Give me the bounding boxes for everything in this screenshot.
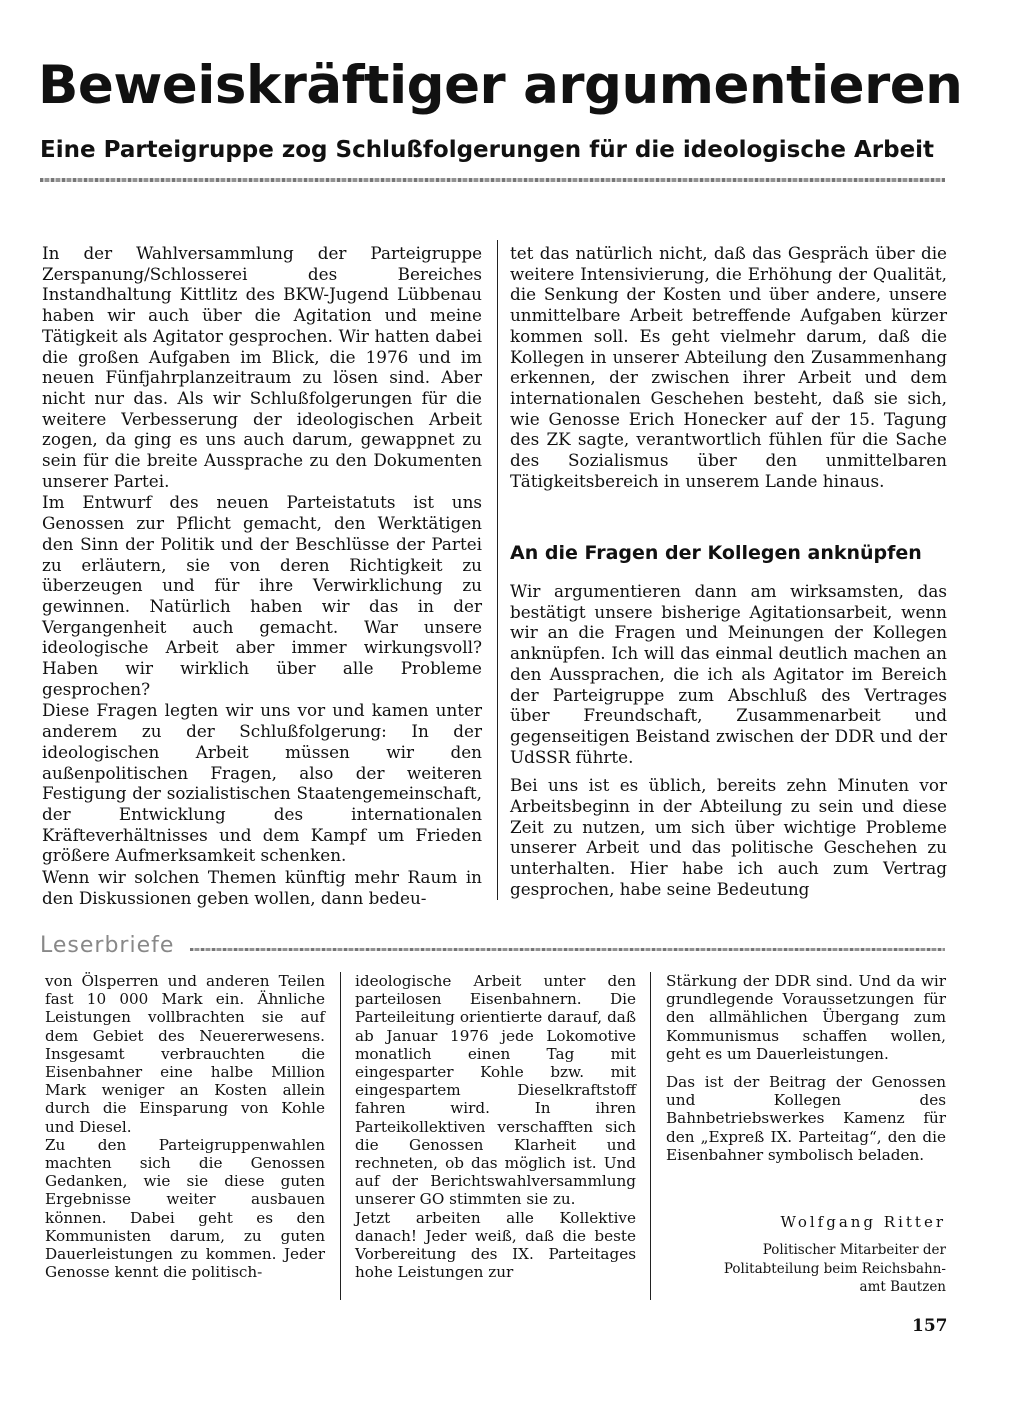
letters-column-2 <box>355 972 636 1281</box>
title-divider <box>40 178 945 182</box>
article-left-column <box>42 243 482 909</box>
paragraph: In der Wahlversammlung der Parteigruppe Zerspanung/Schlosserei des Bereiches Instandhaltung Kittlitz des BKW-Jugend Lübbenau haben wir auch über die Agitation und meine Tätigkeit als Agitator gesprochen. Wir hatten dabei die großen Aufgaben im Blick, die 1976 und im neuen Fünfjahrplanzeitraum zu lösen sind. Aber nicht nur das. Als wir Schlußfolgerungen für die weitere Verbesserung der ideologischen Arbeit zogen, da ging es uns auch darum, gewappnet zu sein für die breite Aussprache zu den Dokumenten unserer Partei. <box>42 243 482 491</box>
column-divider <box>497 240 498 900</box>
author-role-line: Politischer Mitarbeiter der <box>762 1242 946 1258</box>
section-label-leserbriefe: Leserbriefe <box>40 933 175 958</box>
author-role-line: amt Bautzen <box>859 1279 946 1295</box>
paragraph: von Ölsperren und anderen Teilen fast 10 000 Mark ein. Ähnliche Leistungen vollbrachten sie auf dem Gebiet des Neuererwesens. Insgesamt verbrauchten die Eisenbahner eine halbe Million Mark weniger an Kosten allein durch die Einsparung von Kohle und Diesel. <box>45 972 325 1136</box>
paragraph: Stärkung der DDR sind. Und da wir grundlegende Voraussetzungen für den allmählichen Übergang zum Kommunismus schaffen wollen, geht es um Dauerleistungen. <box>666 972 946 1063</box>
article-right-column-bottom <box>510 581 947 900</box>
column-divider <box>650 972 651 1300</box>
paragraph: Bei uns ist es üblich, bereits zehn Minuten vor Arbeitsbeginn in der Abteilung zu sein und diese Zeit zu nutzen, um sich über wichtige Probleme unserer Arbeit und das politische Geschehen zu unterhalten. Hier habe ich auch zum Vertrag gesprochen, habe seine Bedeutung <box>510 775 947 899</box>
section-heading: An die Fragen der Kollegen anknüpfen <box>510 542 922 564</box>
paragraph: Diese Fragen legten wir uns vor und kamen unter anderem zu der Schlußfolgerung: In der ideologischen Arbeit müssen wir den außenpolitischen Fragen, also der weiteren Festigung der sozialistischen Staatengemeinschaft, der Entwicklung des internationalen Kräfteverhältnisses und dem Kampf um Frieden größere Aufmerksamkeit schenken. <box>42 700 482 866</box>
author-name: Wolfgang Ritter <box>780 1213 946 1231</box>
author-role <box>666 1241 946 1297</box>
article-title: Beweiskräftiger argumentieren <box>38 55 963 116</box>
page-number: 157 <box>912 1316 948 1336</box>
letters-column-3 <box>666 972 946 1164</box>
author-role-line: Politabteilung beim Reichsbahn- <box>723 1260 946 1277</box>
paragraph: Im Entwurf des neuen Parteistatuts ist uns Genossen zur Pflicht gemacht, den Werktätigen den Sinn der Politik und der Beschlüsse der Partei zu erläutern, sie von deren Richtigkeit zu überzeugen und für ihre Verwirklichung zu gewinnen. Natürlich haben wir das in der Vergangenheit auch gemacht. War unsere ideologische Arbeit aber immer wirkungsvoll? Haben wir wirklich über alle Probleme gesprochen? <box>42 492 482 699</box>
letters-column-1 <box>45 972 325 1281</box>
paragraph: Zu den Parteigruppenwahlen machten sich die Genossen Gedanken, wie sie diese guten Ergebnisse weiter ausbauen können. Dabei geht es den Kommunisten darum, zu guten Dauerleistungen zu kommen. Jeder Genosse kennt die politisch- <box>45 1135 325 1282</box>
paragraph: Wir argumentieren dann am wirksamsten, das bestätigt unsere bisherige Agitationsarbeit, wenn wir an die Fragen und Meinungen der Kollegen anknüpfen. Ich will das einmal deutlich machen an den Aussprachen, die ich als Agitator im Bereich der Parteigruppe zum Abschluß des Vertrages über Freundschaft, Zusammenarbeit und gegenseitigen Beistand zwischen der DDR und der UdSSR führte. <box>510 581 947 767</box>
paragraph: Das ist der Beitrag der Genossen und Kollegen des Bahnbetriebswerkes Kamenz für den „Expreß IX. Parteitag“, den die Eisenbahner symbolisch beladen. <box>666 1073 946 1164</box>
article-subtitle: Eine Parteigruppe zog Schlußfolgerungen für die ideologische Arbeit <box>40 137 935 163</box>
letters-divider <box>190 948 945 951</box>
paragraph: tet das natürlich nicht, daß das Gespräch über die weitere Intensivierung, die Erhöhung der Qualität, die Senkung der Kosten und über andere, unsere unmittelbare Arbeit betreffende Aufgaben kürzer kommen soll. Es geht vielmehr darum, daß die Kollegen in unserer Abteilung den Zusammenhang erkennen, der zwischen ihrer Arbeit und dem internationalen Geschehen besteht, daß sie sich, wie Genosse Erich Honecker auf der 15. Tagung des ZK sagte, verantwortlich fühlen für die Sache des Sozialismus über den unmittelbaren Tätigkeitsbereich in unserem Lande hinaus. <box>510 243 947 491</box>
article-right-column-top <box>510 243 947 491</box>
paragraph: Wenn wir solchen Themen künftig mehr Raum in den Diskussionen geben wollen, dann bedeu- <box>42 867 482 908</box>
column-divider <box>340 972 341 1300</box>
paragraph: ideologische Arbeit unter den parteilosen Eisenbahnern. Die Parteileitung orientierte darauf, daß ab Januar 1976 jede Lokomotive monatlich einen Tag mit eingesparter Kohle bzw. mit eingespartem Dieselkraftstoff fahren wird. In ihren Parteikollektiven verschafften sich die Genossen Klarheit und rechneten, ob das möglich ist. Und auf der Berichtswahlversammlung unserer GO stimmten sie zu. <box>355 972 636 1209</box>
paragraph: Jetzt arbeiten alle Kollektive danach! Jeder weiß, daß die beste Vorbereitung des IX. Parteitages hohe Leistungen zur <box>355 1208 636 1282</box>
